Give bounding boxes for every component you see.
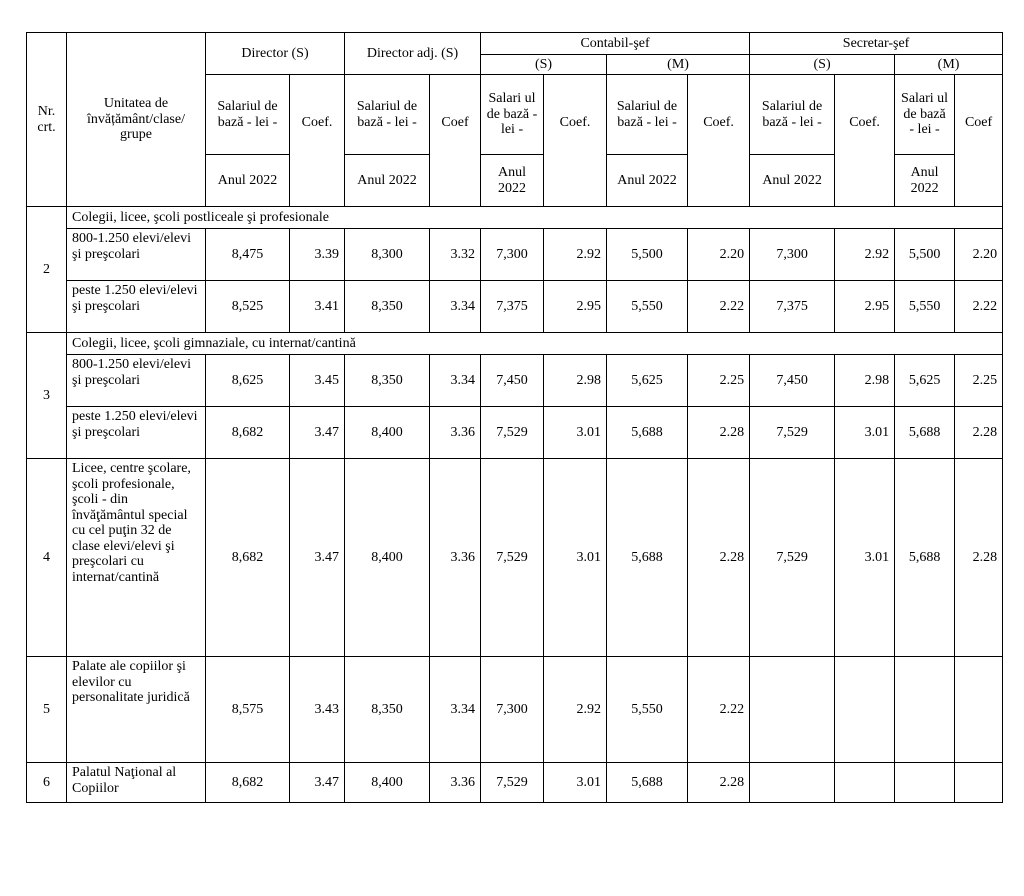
cell-dir-sal: 8,682 xyxy=(206,763,290,803)
cell-adj-sal: 8,300 xyxy=(345,229,430,281)
header-ss-m-salary: Salari ul de bază - lei - xyxy=(895,75,955,155)
cell-adj-sal: 8,350 xyxy=(345,355,430,407)
cell-ss-m-sal: 5,550 xyxy=(895,281,955,333)
header-director-salary: Salariul de bază - lei - xyxy=(206,75,290,155)
cell-ss-m-sal: 5,500 xyxy=(895,229,955,281)
cell-adj-sal: 8,400 xyxy=(345,459,430,657)
cell-cs-m-coef: 2.20 xyxy=(688,229,750,281)
cell-cs-s-coef: 2.95 xyxy=(544,281,607,333)
cell-dir-coef: 3.41 xyxy=(290,281,345,333)
header-contabil-m: (M) xyxy=(607,55,750,75)
cell-ss-s-sal: 7,529 xyxy=(750,459,835,657)
header-year: Anul 2022 xyxy=(206,155,290,207)
cell-adj-sal: 8,350 xyxy=(345,657,430,763)
cell-dir-sal: 8,575 xyxy=(206,657,290,763)
header-director-coef: Coef. xyxy=(290,75,345,207)
unit-name: peste 1.250 elevi/elevi şi preşcolari xyxy=(67,407,206,459)
cell-adj-coef: 3.32 xyxy=(430,229,481,281)
cell-cs-s-coef: 2.98 xyxy=(544,355,607,407)
cell-cs-m-sal: 5,688 xyxy=(607,407,688,459)
table-row xyxy=(27,229,1003,281)
cell-cs-m-sal: 5,550 xyxy=(607,657,688,763)
cell-cs-s-coef: 3.01 xyxy=(544,407,607,459)
row-number: 5 xyxy=(27,657,67,763)
cell-cs-m-sal: 5,550 xyxy=(607,281,688,333)
header-year: Anul 2022 xyxy=(481,155,544,207)
cell-ss-m-sal xyxy=(895,657,955,763)
cell-ss-s-coef xyxy=(835,763,895,803)
table-row xyxy=(27,355,1003,407)
table-row xyxy=(27,459,1003,657)
cell-dir-sal: 8,625 xyxy=(206,355,290,407)
section-row xyxy=(27,207,1003,229)
cell-dir-coef: 3.47 xyxy=(290,763,345,803)
cell-cs-s-sal: 7,300 xyxy=(481,657,544,763)
cell-dir-sal: 8,682 xyxy=(206,407,290,459)
cell-cs-m-coef: 2.28 xyxy=(688,459,750,657)
table-row xyxy=(27,657,1003,763)
header-cs-m-salary: Salariul de bază - lei - xyxy=(607,75,688,155)
header-ss-s-coef: Coef. xyxy=(835,75,895,207)
cell-cs-m-sal: 5,688 xyxy=(607,459,688,657)
header-secretar-s: (S) xyxy=(750,55,895,75)
header-director: Director (S) xyxy=(206,33,345,75)
cell-ss-m-coef: 2.28 xyxy=(955,459,1003,657)
cell-cs-m-coef: 2.22 xyxy=(688,657,750,763)
cell-dir-sal: 8,682 xyxy=(206,459,290,657)
cell-adj-coef: 3.36 xyxy=(430,763,481,803)
cell-ss-m-sal: 5,688 xyxy=(895,459,955,657)
row-number: 2 xyxy=(27,207,67,333)
unit-name: Palate ale copiilor şi elevilor cu personalitate juridică xyxy=(67,657,206,763)
cell-cs-m-sal: 5,625 xyxy=(607,355,688,407)
cell-ss-s-sal: 7,450 xyxy=(750,355,835,407)
header-contabil-sef: Contabil-şef xyxy=(481,33,750,55)
cell-adj-sal: 8,400 xyxy=(345,407,430,459)
header-year: Anul 2022 xyxy=(607,155,688,207)
cell-ss-s-coef: 2.98 xyxy=(835,355,895,407)
cell-ss-s-coef: 2.95 xyxy=(835,281,895,333)
cell-adj-coef: 3.36 xyxy=(430,407,481,459)
row-number: 3 xyxy=(27,333,67,459)
cell-cs-m-sal: 5,688 xyxy=(607,763,688,803)
cell-adj-coef: 3.34 xyxy=(430,355,481,407)
cell-dir-coef: 3.39 xyxy=(290,229,345,281)
unit-name: 800-1.250 elevi/elevi şi preşcolari xyxy=(67,229,206,281)
row-number: 4 xyxy=(27,459,67,657)
cell-cs-s-sal: 7,529 xyxy=(481,763,544,803)
cell-cs-s-coef: 2.92 xyxy=(544,657,607,763)
section-title: Colegii, licee, şcoli gimnaziale, cu internat/cantină xyxy=(67,333,1003,355)
cell-ss-s-sal: 7,375 xyxy=(750,281,835,333)
cell-ss-s-coef: 2.92 xyxy=(835,229,895,281)
cell-ss-m-sal: 5,625 xyxy=(895,355,955,407)
cell-ss-s-sal xyxy=(750,763,835,803)
cell-adj-coef: 3.34 xyxy=(430,281,481,333)
cell-cs-m-coef: 2.22 xyxy=(688,281,750,333)
header-cs-m-coef: Coef. xyxy=(688,75,750,207)
cell-ss-s-sal: 7,529 xyxy=(750,407,835,459)
section-row xyxy=(27,333,1003,355)
cell-cs-s-coef: 3.01 xyxy=(544,763,607,803)
cell-ss-m-coef xyxy=(955,763,1003,803)
cell-cs-m-sal: 5,500 xyxy=(607,229,688,281)
header-adj-salary: Salariul de bază - lei - xyxy=(345,75,430,155)
cell-cs-m-coef: 2.28 xyxy=(688,763,750,803)
cell-dir-coef: 3.43 xyxy=(290,657,345,763)
cell-dir-coef: 3.47 xyxy=(290,459,345,657)
cell-cs-m-coef: 2.28 xyxy=(688,407,750,459)
cell-cs-s-sal: 7,450 xyxy=(481,355,544,407)
cell-adj-coef: 3.36 xyxy=(430,459,481,657)
cell-dir-sal: 8,525 xyxy=(206,281,290,333)
cell-dir-sal: 8,475 xyxy=(206,229,290,281)
unit-name: 800-1.250 elevi/elevi şi preşcolari xyxy=(67,355,206,407)
cell-cs-m-coef: 2.25 xyxy=(688,355,750,407)
header-year: Anul 2022 xyxy=(750,155,835,207)
header-secretar-m: (M) xyxy=(895,55,1003,75)
cell-ss-s-coef: 3.01 xyxy=(835,459,895,657)
header-year: Anul 2022 xyxy=(895,155,955,207)
header-cs-s-salary: Salari ul de bază - lei - xyxy=(481,75,544,155)
header-nr-crt: Nr. crt. xyxy=(27,33,67,207)
unit-name: Licee, centre şcolare, şcoli profesionale, şcoli - din învăţământul special cu cel puţin 32 de clase elevi/elevi şi preşcolari cu internat/cantină xyxy=(67,459,206,657)
cell-ss-s-sal xyxy=(750,657,835,763)
table-row xyxy=(27,407,1003,459)
cell-ss-m-coef xyxy=(955,657,1003,763)
header-director-adj: Director adj. (S) xyxy=(345,33,481,75)
unit-name: Palatul Naţional al Copiilor xyxy=(67,763,206,803)
section-title: Colegii, licee, şcoli postliceale şi profesionale xyxy=(67,207,1003,229)
unit-name: peste 1.250 elevi/elevi şi preşcolari xyxy=(67,281,206,333)
cell-cs-s-coef: 3.01 xyxy=(544,459,607,657)
cell-cs-s-coef: 2.92 xyxy=(544,229,607,281)
header-ss-s-salary: Salariul de bază - lei - xyxy=(750,75,835,155)
table-row xyxy=(27,763,1003,803)
cell-ss-m-sal xyxy=(895,763,955,803)
cell-cs-s-sal: 7,529 xyxy=(481,459,544,657)
cell-ss-m-coef: 2.28 xyxy=(955,407,1003,459)
cell-ss-s-coef xyxy=(835,657,895,763)
header-contabil-s: (S) xyxy=(481,55,607,75)
cell-dir-coef: 3.45 xyxy=(290,355,345,407)
header-adj-coef: Coef xyxy=(430,75,481,207)
salary-table xyxy=(26,32,1003,803)
header-cs-s-coef: Coef. xyxy=(544,75,607,207)
header-unit: Unitatea de învățământ/clase/ grupe xyxy=(67,33,206,207)
cell-ss-m-sal: 5,688 xyxy=(895,407,955,459)
header-ss-m-coef: Coef xyxy=(955,75,1003,207)
row-number: 6 xyxy=(27,763,67,803)
cell-ss-s-coef: 3.01 xyxy=(835,407,895,459)
cell-ss-m-coef: 2.22 xyxy=(955,281,1003,333)
cell-ss-s-sal: 7,300 xyxy=(750,229,835,281)
cell-adj-sal: 8,400 xyxy=(345,763,430,803)
table-row xyxy=(27,281,1003,333)
cell-cs-s-sal: 7,375 xyxy=(481,281,544,333)
cell-cs-s-sal: 7,529 xyxy=(481,407,544,459)
cell-adj-coef: 3.34 xyxy=(430,657,481,763)
cell-ss-m-coef: 2.25 xyxy=(955,355,1003,407)
header-secretar-sef: Secretar-şef xyxy=(750,33,1003,55)
cell-ss-m-coef: 2.20 xyxy=(955,229,1003,281)
cell-adj-sal: 8,350 xyxy=(345,281,430,333)
cell-cs-s-sal: 7,300 xyxy=(481,229,544,281)
cell-dir-coef: 3.47 xyxy=(290,407,345,459)
header-year: Anul 2022 xyxy=(345,155,430,207)
